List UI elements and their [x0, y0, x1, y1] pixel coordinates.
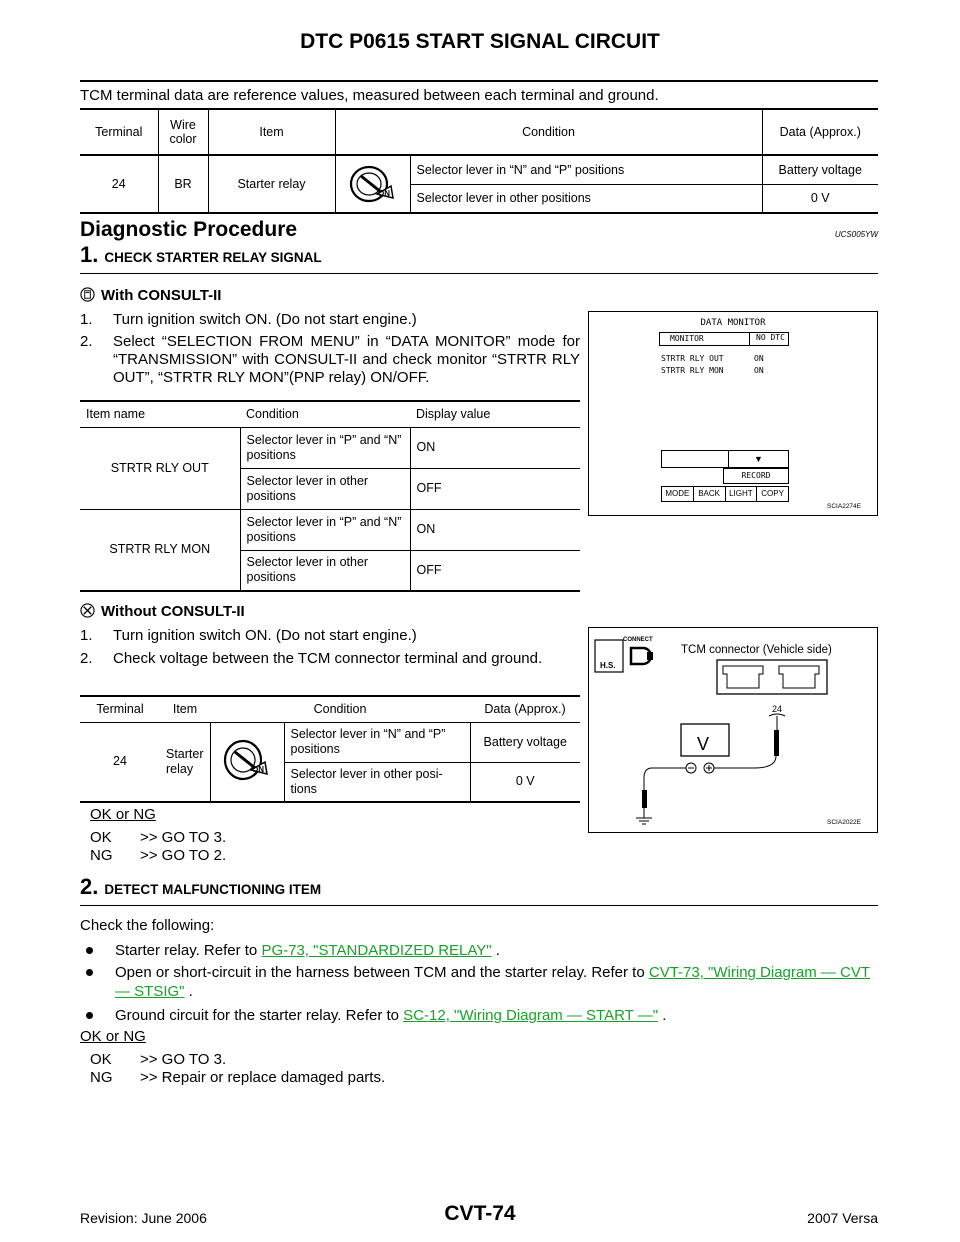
tcm-connector-figure — [588, 627, 878, 833]
bullet-dot-icon — [86, 1012, 93, 1019]
col-display-value: Display value — [410, 401, 580, 427]
consult-button-row — [661, 486, 789, 502]
figure-id: SCIA2022E — [827, 819, 861, 826]
result-ok-key: OK — [90, 1051, 112, 1068]
step1-number: 1. — [80, 242, 99, 267]
cell-condition: Selector lever in other posi-tions — [284, 762, 470, 802]
cell-value: OFF — [410, 550, 580, 591]
model-label: 2007 Versa — [807, 1210, 878, 1226]
step2-heading — [80, 874, 321, 900]
result-ok-key: OK — [90, 829, 112, 846]
step2-intro: Check the following: — [80, 917, 215, 934]
terminal-data-table — [80, 108, 878, 214]
step2-rule — [80, 905, 878, 906]
step2-number: 2. — [80, 874, 99, 899]
col-condition: Condition — [240, 401, 410, 427]
cell-condition-2: Selector lever in other positions — [410, 184, 762, 213]
monitor-box: MONITOR — [659, 332, 789, 346]
copy-button: COPY — [761, 489, 784, 498]
list-item: 2. Check voltage between the TCM connector terminal and ground. — [80, 650, 543, 667]
cell-condition: Selector lever in “P” and “N” positions — [240, 509, 410, 550]
ref-link[interactable]: CVT-73, "Wiring Diagram — CVT — STSIG" — [115, 964, 871, 1000]
mode-button: MODE — [662, 487, 694, 501]
cell-value: ON — [410, 427, 580, 468]
bullet-dot-icon — [86, 969, 93, 976]
record-button: RECORD — [723, 468, 789, 484]
cell-condition: Selector lever in “P” and “N” positions — [240, 427, 410, 468]
icon-on-label: ON — [252, 764, 265, 774]
consult-monitor-table — [80, 400, 580, 592]
step1-title: CHECK STARTER RELAY SIGNAL — [104, 250, 322, 265]
cell-terminal: 24 — [111, 177, 126, 191]
figure-id: SCIA2274E — [827, 503, 861, 510]
cell-value: ON — [410, 509, 580, 550]
no-consult-icon — [80, 603, 95, 618]
col-data: Data (Approx.) — [470, 696, 580, 722]
bullet-item: Open or short-circuit in the harness between TCM and the starter relay. Refer to CVT-73, "Wiring Diagram — CVT — STSIG" . — [86, 963, 886, 1001]
data-monitor-figure — [588, 311, 878, 516]
icon-on-label: ON — [377, 188, 390, 198]
with-consult-label: With CONSULT-II — [101, 287, 222, 304]
terminal-number: 24 — [772, 704, 783, 714]
cell-item-name: STRTR RLY OUT — [80, 427, 240, 509]
ignition-on-icon — [335, 155, 410, 213]
result-ng-key: NG — [90, 1069, 113, 1086]
ignition-on-icon — [210, 722, 284, 802]
okng-label: OK or NG — [80, 1028, 146, 1045]
cell-data: Battery voltage — [470, 722, 580, 762]
without-consult-heading — [80, 603, 245, 620]
with-consult-heading — [80, 287, 221, 304]
cell-condition-1: Selector lever in “N” and “P” positions — [410, 155, 762, 184]
page-number: CVT-74 — [444, 1202, 516, 1225]
revision-label: Revision: June 2006 — [80, 1210, 207, 1226]
cell-data-2: 0 V — [762, 184, 878, 213]
bullet-item: Ground circuit for the starter relay. Refer to SC-12, "Wiring Diagram — START —" . — [86, 1006, 886, 1025]
result-ng-value: >> GO TO 2. — [140, 847, 227, 864]
connector-label: TCM connector (Vehicle side) — [681, 644, 832, 656]
col-item: Item — [160, 696, 210, 722]
cell-condition: Selector lever in other positions — [240, 468, 410, 509]
voltage-check-table — [80, 695, 580, 803]
intro-text: TCM terminal data are reference values, measured between each terminal and ground. — [80, 87, 659, 104]
light-button: LIGHT — [726, 487, 758, 501]
figure-title: DATA MONITOR — [700, 318, 766, 328]
col-condition: Condition — [335, 109, 762, 155]
col-condition: Condition — [210, 696, 470, 722]
monitor-line2-label: STRTR RLY MON — [661, 366, 724, 375]
col-wire-color: Wire color — [158, 109, 208, 155]
col-terminal: Terminal — [80, 696, 160, 722]
col-item: Item — [208, 109, 335, 155]
cell-condition: Selector lever in other positions — [240, 550, 410, 591]
result-ng-key: NG — [90, 847, 113, 864]
back-button: BACK — [694, 487, 726, 501]
page-title: DTC P0615 START SIGNAL CIRCUIT — [300, 30, 660, 53]
ref-link[interactable]: PG-73, "STANDARDIZED RELAY" — [261, 942, 492, 959]
col-data: Data (Approx.) — [762, 109, 878, 155]
col-terminal: Terminal — [80, 109, 158, 155]
cell-data: 0 V — [470, 762, 580, 802]
monitor-line1-value: ON — [754, 354, 764, 363]
voltmeter-label: V — [697, 734, 710, 754]
step2-title: DETECT MALFUNCTIONING ITEM — [104, 882, 322, 897]
cell-value: OFF — [410, 468, 580, 509]
cell-wire-color: BR — [158, 155, 208, 213]
col-item-name: Item name — [80, 401, 240, 427]
okng-label: OK or NG — [90, 806, 156, 823]
section-title: Diagnostic Procedure — [80, 218, 298, 241]
cell-data-1: Battery voltage — [762, 155, 878, 184]
cell-item: Starter relay — [208, 155, 335, 213]
cell-terminal: 24 — [113, 754, 127, 769]
list-item: 1. Turn ignition switch ON. (Do not start engine.) — [80, 311, 417, 328]
connect-label: CONNECT — [623, 637, 653, 643]
hs-label: H.S. — [600, 661, 616, 670]
bullet-dot-icon — [86, 947, 93, 954]
header-rule — [80, 80, 878, 82]
result-ok-value: >> GO TO 3. — [140, 1051, 227, 1068]
list-item: 1. Turn ignition switch ON. (Do not start engine.) — [80, 627, 417, 644]
bullet-item: Starter relay. Refer to PG-73, "STANDARDIZED RELAY" . — [86, 941, 886, 960]
step1-rule — [80, 273, 878, 274]
consult-tool-icon — [80, 287, 95, 302]
cell-item-name: STRTR RLY MON — [109, 542, 211, 557]
monitor-line1-label: STRTR RLY OUT — [661, 354, 724, 363]
result-ng-value: >> Repair or replace damaged parts. — [140, 1069, 386, 1086]
step1-heading — [80, 242, 322, 268]
nodtc-label: NO DTC — [749, 332, 789, 346]
monitor-line2-value: ON — [754, 366, 764, 375]
scroll-arrow-icon: ▼ — [728, 451, 788, 467]
scroll-bar — [661, 450, 789, 468]
without-consult-label: Without CONSULT-II — [101, 603, 245, 620]
cell-condition: Selector lever in “N” and “P” positions — [284, 722, 470, 762]
cell-item: Starter relay — [166, 746, 204, 776]
result-ok-value: >> GO TO 3. — [140, 829, 227, 846]
section-code: UCS005YW — [834, 230, 878, 239]
ref-link[interactable]: SC-12, "Wiring Diagram — START —" — [403, 1007, 659, 1024]
list-item: 2. Select “SELECTION FROM MENU” in “DATA MONITOR” mode for “TRANSMISSION” with CONSULT-II and check monitor “STRTR RLY OUT”, “STRTR RLY MON”(PNP relay) ON/OFF. — [80, 333, 580, 386]
